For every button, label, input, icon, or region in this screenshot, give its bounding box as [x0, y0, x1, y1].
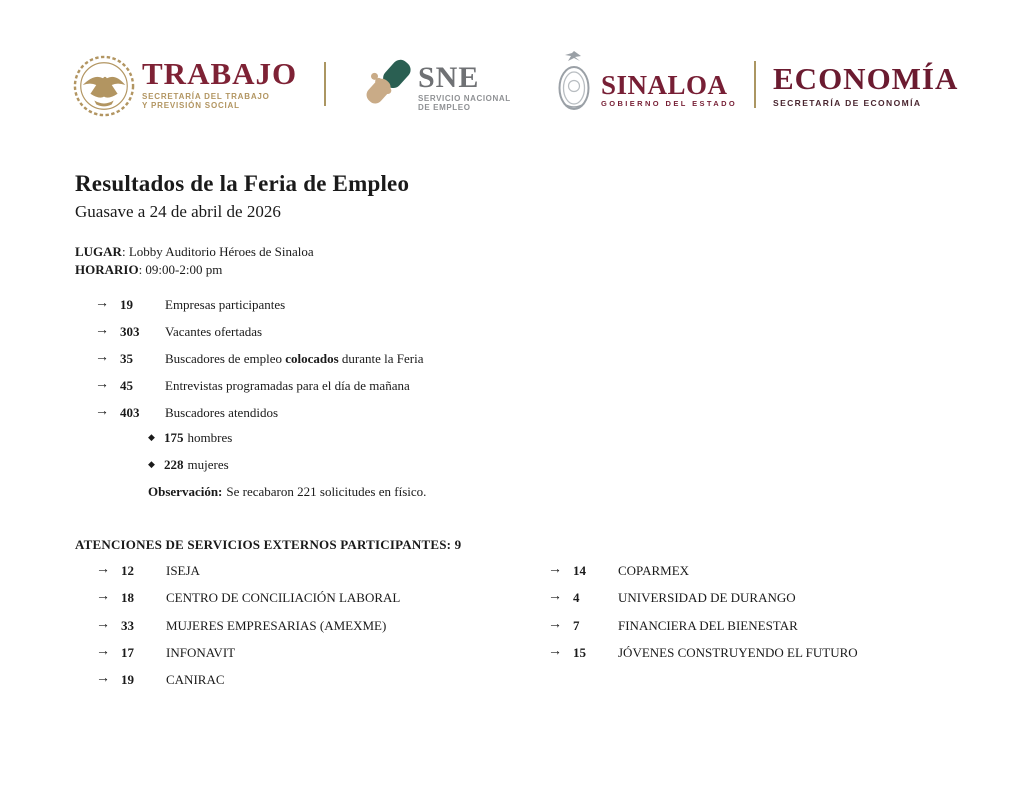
sne-subtitle-line2: DE EMPLEO	[418, 103, 471, 112]
gender-count: 228	[164, 457, 184, 472]
page-date-line: Guasave a 24 de abril de 2026	[75, 202, 281, 221]
schedule-label: HORARIO	[75, 261, 139, 277]
list-item	[95, 405, 655, 432]
item-label-pre: Buscadores de empleo	[165, 351, 286, 366]
sne-text	[418, 57, 511, 112]
arrow-bullet-icon: →	[548, 643, 562, 659]
item-label	[165, 351, 655, 367]
item-count: 403	[120, 405, 140, 420]
item-count: 18	[121, 590, 134, 606]
schedule-value: : 09:00-2:00 pm	[138, 261, 223, 277]
external-services-heading: ATENCIONES DE SERVICIOS EXTERNOS PARTICIPANTES: 9	[75, 537, 462, 552]
trabajo-subtitle-line1: SECRETARÍA DEL TRABAJO	[142, 92, 270, 101]
observation-text: Se recabaron 221 solicitudes en físico.	[226, 484, 427, 499]
item-label: COPARMEX	[618, 563, 690, 578]
list-item	[548, 563, 978, 590]
logo-sne	[362, 57, 511, 112]
results-list	[95, 297, 655, 432]
schedule-line	[75, 261, 314, 279]
arrow-bullet-icon: →	[96, 643, 110, 659]
arrow-bullet-icon: →	[548, 616, 562, 632]
item-label: Buscadores atendidos	[165, 405, 279, 420]
header-divider	[754, 61, 756, 108]
logo-sinaloa	[556, 50, 737, 114]
diamond-bullet-icon: ◆	[148, 459, 155, 469]
gender-breakdown-list	[148, 430, 548, 484]
arrow-bullet-icon: →	[96, 589, 110, 605]
item-label-post: durante la Feria	[338, 351, 424, 366]
list-item	[96, 672, 526, 699]
arrow-bullet-icon: →	[95, 323, 109, 338]
gender-count: 175	[164, 430, 184, 445]
item-label: Vacantes ofertadas	[165, 324, 263, 339]
observation-note	[148, 484, 426, 500]
economia-wordmark: ECONOMÍA	[773, 61, 959, 96]
event-meta	[75, 243, 314, 278]
list-item	[548, 590, 978, 617]
header-divider	[324, 62, 326, 106]
arrow-bullet-icon: →	[548, 589, 562, 605]
arrow-bullet-icon: →	[95, 404, 109, 419]
list-item	[95, 351, 655, 378]
sinaloa-text	[601, 50, 737, 108]
item-label: Empresas participantes	[165, 297, 286, 312]
item-count: 33	[121, 617, 134, 633]
item-count: 14	[573, 563, 586, 578]
logo-economia	[773, 61, 959, 108]
arrow-bullet-icon: →	[95, 350, 109, 365]
trabajo-subtitle-line2: Y PREVISIÓN SOCIAL	[142, 101, 240, 110]
sne-subtitle-line1: SERVICIO NACIONAL	[418, 94, 511, 103]
sne-wordmark: SNE	[418, 61, 480, 94]
diamond-bullet-icon: ◆	[148, 432, 155, 442]
observation-label: Observación:	[148, 484, 223, 499]
item-count: 4	[573, 590, 580, 606]
item-count: 7	[573, 617, 580, 633]
item-label: MUJERES EMPRESARIAS (AMEXME)	[166, 617, 387, 633]
list-item	[95, 378, 655, 405]
item-label: UNIVERSIDAD DE DURANGO	[618, 590, 796, 606]
item-label: FINANCIERA DEL BIENESTAR	[618, 617, 798, 633]
arrow-bullet-icon: →	[95, 296, 109, 311]
item-label: JÓVENES CONSTRUYENDO EL FUTURO	[618, 644, 858, 660]
location-value: : Lobby Auditorio Héroes de Sinaloa	[121, 244, 314, 259]
location-line	[75, 243, 314, 261]
arrow-bullet-icon: →	[96, 616, 110, 632]
item-count: 15	[573, 644, 586, 660]
trabajo-subtitle	[142, 92, 297, 110]
sinaloa-wordmark: SINALOA	[601, 70, 728, 100]
external-services-left-column	[96, 563, 526, 699]
gender-text	[164, 430, 548, 457]
list-item	[95, 297, 655, 324]
list-item	[96, 618, 526, 645]
arrow-bullet-icon: →	[96, 671, 110, 687]
sne-subtitle	[418, 94, 511, 112]
item-label: ISEJA	[166, 563, 200, 578]
item-label: INFONAVIT	[166, 644, 236, 660]
economia-subtitle: SECRETARÍA DE ECONOMÍA	[773, 98, 922, 108]
item-count: 35	[120, 351, 133, 366]
gender-item	[148, 457, 548, 484]
item-label-bold: colocados	[285, 351, 339, 366]
trabajo-text	[142, 54, 297, 110]
list-item	[548, 618, 978, 645]
external-services-right-column	[548, 563, 978, 672]
gender-item	[148, 430, 548, 457]
arrow-bullet-icon: →	[548, 562, 562, 577]
item-count: 303	[120, 324, 140, 339]
gender-label: mujeres	[187, 457, 229, 472]
item-label: CANIRAC	[166, 672, 225, 688]
item-count: 45	[120, 378, 133, 393]
item-count: 19	[121, 672, 134, 688]
sne-handshake-icon	[362, 57, 412, 109]
sinaloa-state-seal-icon	[556, 50, 593, 114]
trabajo-wordmark: TRABAJO	[142, 56, 298, 91]
logo-trabajo	[73, 54, 297, 118]
item-count: 17	[121, 644, 134, 660]
trabajo-eagle-seal-icon	[73, 54, 135, 118]
arrow-bullet-icon: →	[95, 377, 109, 392]
list-item	[95, 324, 655, 351]
arrow-bullet-icon: →	[96, 562, 110, 577]
item-count: 19	[120, 297, 133, 312]
list-item	[96, 563, 526, 590]
sinaloa-subtitle: GOBIERNO DEL ESTADO	[601, 99, 738, 108]
item-label: CENTRO DE CONCILIACIÓN LABORAL	[166, 590, 401, 606]
gender-label: hombres	[187, 430, 233, 445]
list-item	[96, 590, 526, 617]
item-label: Entrevistas programadas para el día de mañana	[165, 378, 410, 393]
page-title: Resultados de la Feria de Empleo	[75, 171, 410, 196]
list-item	[548, 645, 978, 672]
location-label: LUGAR	[75, 244, 122, 259]
item-count: 12	[121, 563, 134, 578]
list-item	[96, 645, 526, 672]
gender-text	[164, 457, 548, 484]
